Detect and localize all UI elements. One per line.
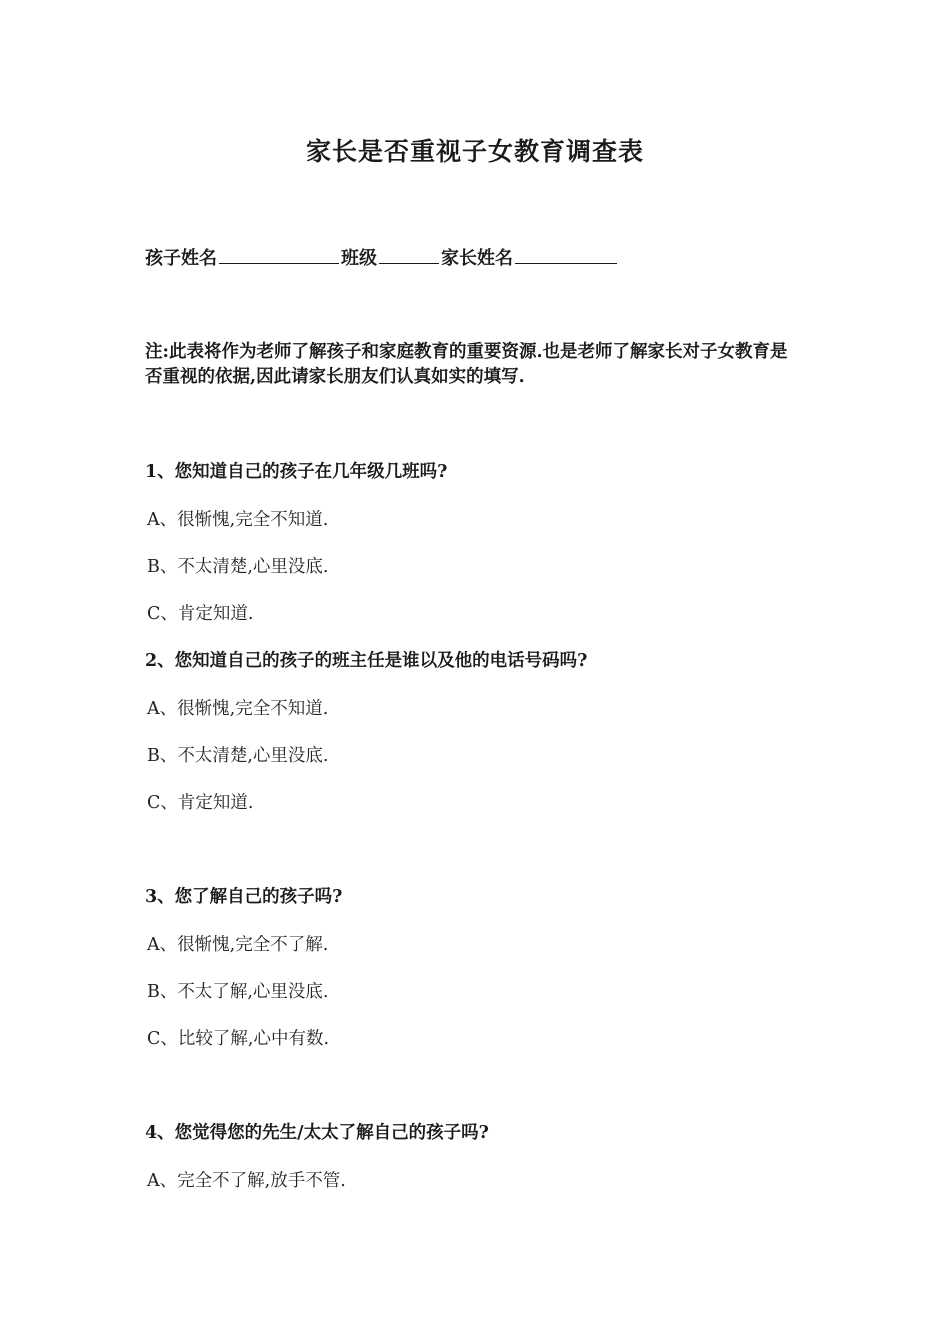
question-1: 1、您知道自己的孩子在几年级几班吗?	[145, 462, 448, 482]
question-4-option-a: A、完全不了解,放手不管.	[147, 1171, 346, 1191]
child-name-blank[interactable]	[219, 245, 339, 264]
question-3-option-b: B、不太了解,心里没底.	[147, 982, 329, 1002]
question-3-option-a: A、很惭愧,完全不了解.	[147, 935, 329, 955]
class-blank[interactable]	[379, 245, 439, 264]
class-label: 班级	[341, 248, 377, 269]
question-2-option-c: C、肯定知道.	[147, 793, 254, 813]
question-3-option-c: C、比较了解,心中有数.	[147, 1029, 330, 1049]
question-1-option-b: B、不太清楚,心里没底.	[147, 557, 329, 577]
question-1-option-c: C、肯定知道.	[147, 604, 254, 624]
question-2: 2、您知道自己的孩子的班主任是谁以及他的电话号码吗?	[145, 651, 588, 671]
note-paragraph: 注:此表将作为老师了解孩子和家庭教育的重要资源.也是老师了解家长对子女教育是否重视的依据,因此请家长朋友们认真如实的填写.	[145, 342, 788, 387]
page-title: 家长是否重视子女教育调查表	[305, 137, 644, 166]
question-2-option-a: A、很惭愧,完全不知道.	[147, 699, 329, 719]
question-2-option-b: B、不太清楚,心里没底.	[147, 746, 329, 766]
question-1-option-a: A、很惭愧,完全不知道.	[147, 510, 329, 530]
info-line	[145, 244, 619, 270]
question-3: 3、您了解自己的孩子吗?	[145, 887, 343, 907]
question-4: 4、您觉得您的先生/太太了解自己的孩子吗?	[145, 1123, 489, 1143]
child-name-label: 孩子姓名	[145, 248, 217, 269]
parent-name-blank[interactable]	[515, 245, 617, 264]
parent-name-label: 家长姓名	[441, 248, 513, 269]
